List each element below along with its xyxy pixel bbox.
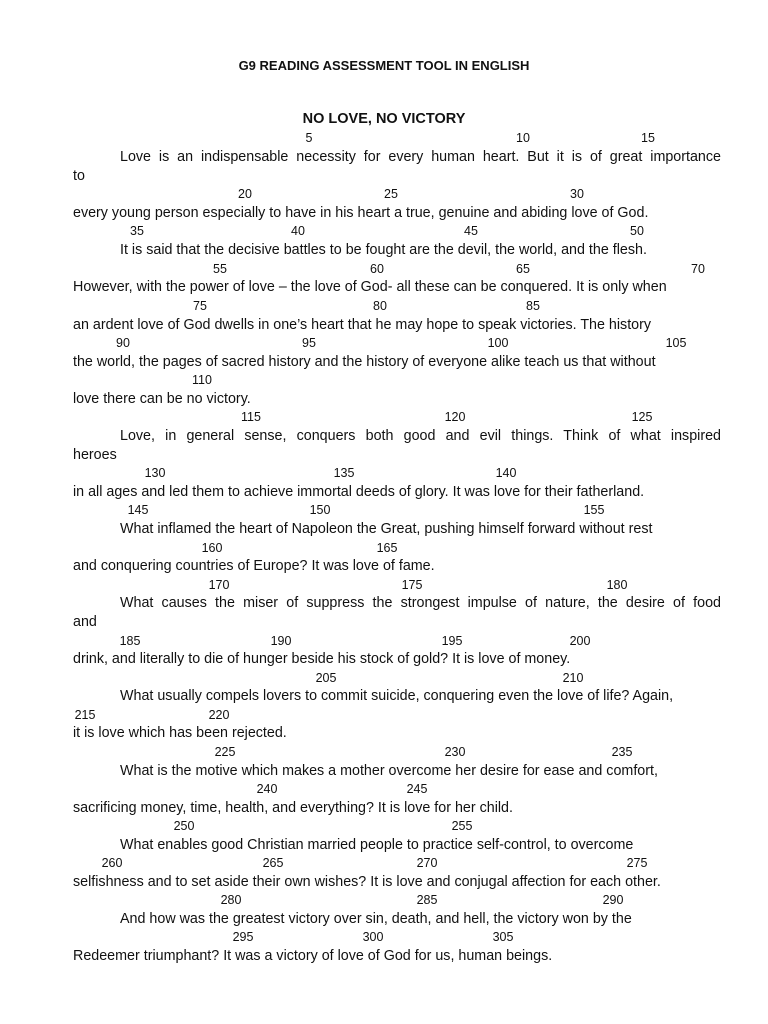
paragraph-line: What causes the miser of suppress the strongest impulse of nature, the desire of food [120,595,721,611]
paragraph-line: And how was the greatest victory over sin, death, and hell, the victory won by the [120,911,632,927]
word-count-marker: 85 [526,299,540,313]
word-count-marker: 150 [309,503,331,517]
paragraph-line: What enables good Christian married people to practice self-control, to overcome [120,837,634,853]
paragraph-line: Redeemer triumphant? It was a victory of love of God for us, human beings. [73,948,553,964]
word-count-marker: 200 [569,634,591,648]
document-title: NO LOVE, NO VICTORY [302,111,466,127]
word-count-marker: 65 [516,262,530,276]
word-count-marker: 120 [444,410,466,424]
paragraph-line: What is the motive which makes a mother overcome her desire for ease and comfort, [120,763,658,779]
word-count-marker: 50 [630,224,644,238]
word-count-marker: 250 [173,819,195,833]
word-count-marker: 165 [376,541,398,555]
word-count-marker: 130 [144,466,166,480]
word-count-marker: 295 [232,930,254,944]
word-count-marker: 245 [406,782,428,796]
paragraph-line: love there can be no victory. [73,391,251,407]
paragraph-line: to [73,168,85,184]
word-count-marker: 80 [373,299,387,313]
word-count-marker: 90 [116,336,130,350]
word-count-marker: 35 [130,224,144,238]
word-count-marker: 140 [495,466,517,480]
paragraph-line: Love, in general sense, conquers both good and evil things. Think of what inspired [120,428,721,444]
paragraph-line: What usually compels lovers to commit suicide, conquering even the love of life? Again, [120,688,674,704]
word-count-marker: 195 [441,634,463,648]
word-count-marker: 115 [241,410,261,424]
paragraph-line: and [73,614,97,630]
word-count-marker: 185 [119,634,141,648]
word-count-marker: 290 [602,893,624,907]
word-count-marker: 55 [213,262,227,276]
word-count-marker: 300 [362,930,384,944]
word-count-marker: 75 [193,299,207,313]
paragraph-line: However, with the power of love – the love of God- all these can be conquered. It is only when [73,279,667,295]
word-count-marker: 260 [101,856,123,870]
word-count-marker: 280 [220,893,242,907]
word-count-marker: 255 [451,819,473,833]
word-count-marker: 160 [201,541,223,555]
word-count-marker: 70 [691,262,705,276]
paragraph-line: selfishness and to set aside their own wishes? It is love and conjugal affection for each other. [73,874,661,890]
paragraph-line: the world, the pages of sacred history and the history of everyone alike teach us that without [73,354,656,370]
paragraph-line: drink, and literally to die of hunger beside his stock of gold? It is love of money. [73,651,571,667]
paragraph-line: sacrificing money, time, health, and everything? It is love for her child. [73,800,513,816]
word-count-marker: 180 [606,578,628,592]
word-count-marker: 30 [570,187,584,201]
word-count-marker: 240 [256,782,278,796]
word-count-marker: 285 [416,893,438,907]
document-header: G9 READING ASSESSMENT TOOL IN ENGLISH [238,58,530,73]
word-count-marker: 175 [401,578,423,592]
word-count-marker: 60 [370,262,384,276]
word-count-marker: 110 [192,373,212,387]
word-count-marker: 265 [262,856,284,870]
word-count-marker: 20 [238,187,252,201]
paragraph-line: an ardent love of God dwells in one’s heart that he may hope to speak victories. The history [73,317,652,333]
word-count-marker: 170 [208,578,230,592]
paragraph-line: heroes [73,447,117,463]
word-count-marker: 235 [611,745,633,759]
word-count-marker: 190 [270,634,292,648]
word-count-marker: 205 [315,671,337,685]
paragraph-line: It is said that the decisive battles to be fought are the devil, the world, and the flesh. [120,242,647,258]
paragraph-line: in all ages and led them to achieve immortal deeds of glory. It was love for their fatherland. [73,484,645,500]
word-count-marker: 270 [416,856,438,870]
paragraph-line: it is love which has been rejected. [73,725,287,741]
word-count-marker: 45 [464,224,478,238]
word-count-marker: 95 [302,336,316,350]
word-count-marker: 100 [487,336,509,350]
word-count-marker: 155 [583,503,605,517]
word-count-marker: 25 [384,187,398,201]
word-count-marker: 210 [562,671,584,685]
word-count-marker: 220 [208,708,230,722]
word-count-marker: 135 [333,466,355,480]
word-count-marker: 5 [305,131,313,145]
word-count-marker: 15 [641,131,655,145]
word-count-marker: 40 [291,224,305,238]
paragraph-line: and conquering countries of Europe? It was love of fame. [73,558,435,574]
paragraph-line: What inflamed the heart of Napoleon the Great, pushing himself forward without rest [120,521,653,537]
word-count-marker: 10 [516,131,530,145]
word-count-marker: 230 [444,745,466,759]
word-count-marker: 125 [631,410,653,424]
word-count-marker: 145 [127,503,149,517]
word-count-marker: 225 [214,745,236,759]
paragraph-line: Love is an indispensable necessity for every human heart. But it is of great importance [120,149,721,165]
word-count-marker: 275 [626,856,648,870]
paragraph-line: every young person especially to have in his heart a true, genuine and abiding love of God. [73,205,649,221]
word-count-marker: 215 [74,708,96,722]
word-count-marker: 105 [665,336,687,350]
word-count-marker: 305 [492,930,514,944]
